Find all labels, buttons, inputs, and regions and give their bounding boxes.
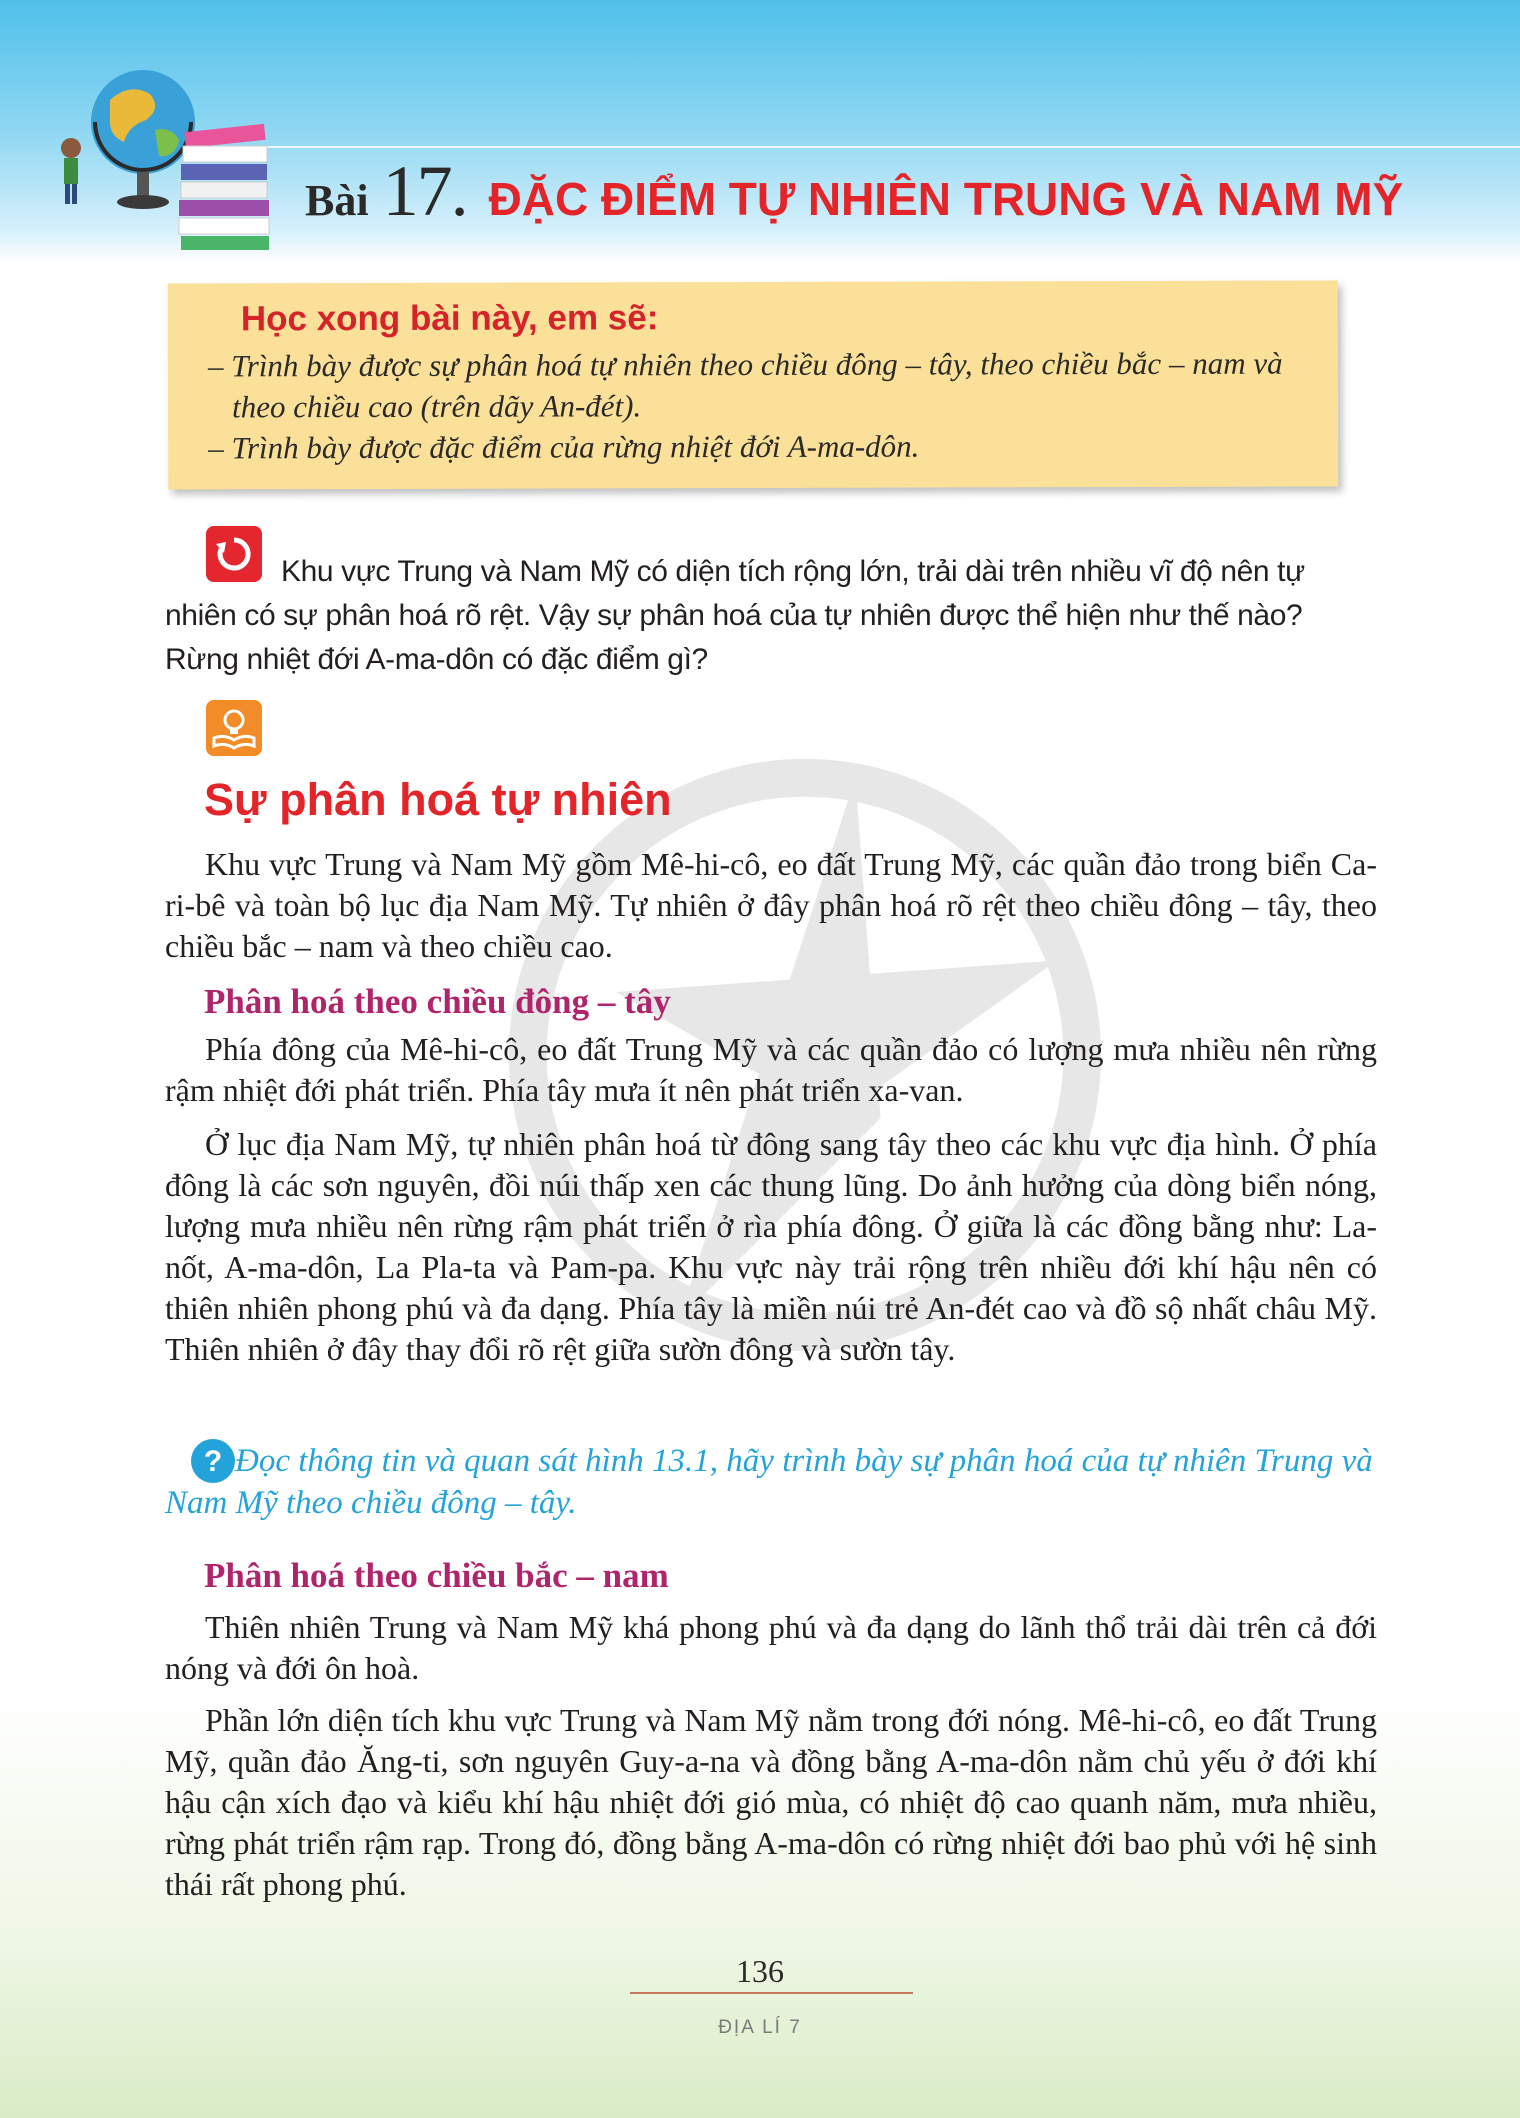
lesson-heading [305,150,1403,233]
lesson-word: Bài [305,176,369,225]
question-prompt: Đọc thông tin và quan sát hình 13.1, hãy trình bày sự phân hoá của tự nhiên Trung và Nam Mỹ theo chiều đông – tây. [165,1443,1373,1521]
page-number: 136 [736,1953,784,1989]
section-intro-paragraph: Khu vực Trung và Nam Mỹ gồm Mê-hi-cô, eo đất Trung Mỹ, các quần đảo trong biển Ca-ri-bê và toàn bộ lục địa Nam Mỹ. Tự nhiên ở đây phân hoá rõ rệt theo chiều đông – tây, theo chiều bắc – nam và theo chiều cao. [165,846,1377,964]
objective-item: – Trình bày được đặc điểm của rừng nhiệt đới A-ma-dôn. [208,428,920,466]
paragraph: Phần lớn diện tích khu vực Trung và Nam Mỹ nằm trong đới nóng. Mê-hi-cô, eo đất Trung Mỹ, quần đảo Ăng-ti, sơn nguyên Guy-a-na và đồng bằng A-ma-dôn nằm chủ yếu ở đới khí hậu cận xích đạo và kiểu khí hậu nhiệt đới gió mùa, có nhiệt độ cao quanh năm, mưa nhiều, rừng phát triển rậm rạp. Trong đó, đồng bằng A-ma-dôn có rừng nhiệt đới bao phủ với hệ sinh thái rất phong phú. [165,1702,1377,1902]
intro-text: Khu vực Trung và Nam Mỹ có diện tích rộng lớn, trải dài trên nhiều vĩ độ nên tự nhiên có sự phân hoá rõ rệt. Vậy sự phân hoá của tự nhiên được thể hiện như thế nào? Rừng nhiệt đới A-ma-dôn có đặc điểm gì? [165,555,1305,676]
paragraph: Ở lục địa Nam Mỹ, tự nhiên phân hoá từ đông sang tây theo các khu vực địa hình. Ở phía đông là các sơn nguyên, đồi núi thấp xen các thung lũng. Do ảnh hưởng của dòng biển nóng, lượng mưa nhiều nên rừng rậm phát triển ở rìa phía đông. Ở giữa là các đồng bằng như: La-nốt, A-ma-dôn, La Pla-ta và Pam-pa. Khu vực này trải rộng trên nhiều đới khí hậu nên có thiên nhiên phong phú và đa dạng. Phía tây là miền núi trẻ An-đét cao và đồ sộ nhất châu Mỹ. Thiên nhiên ở đây thay đổi rõ rệt giữa sườn đông và sườn tây. [165,1126,1377,1367]
objectives-title: Học xong bài này, em sẽ: [240,298,659,339]
paragraph: Phía đông của Mê-hi-cô, eo đất Trung Mỹ và các quần đảo có lượng mưa nhiều nên rừng rậm nhiệt đới phát triển. Phía tây mưa ít nên phát triển xa-van. [165,1031,1377,1108]
header-divider [250,146,1520,148]
objectives-list [208,343,1318,469]
subheading-north-south: Phân hoá theo chiều bắc – nam [204,1556,669,1595]
subject-label: ĐỊA LÍ 7 [718,2017,802,2038]
objectives-box [168,280,1339,489]
footer-divider [630,1992,913,1994]
objective-item: – Trình bày được sự phân hoá tự nhiên theo chiều đông – tây, theo chiều bắc – nam và theo chiều cao (trên dãy An-đét). [207,345,1283,425]
subheading-east-west: Phân hoá theo chiều đông – tây [204,982,671,1021]
section-title: Sự phân hoá tự nhiên [204,774,672,825]
lesson-number: 17. [382,151,467,231]
lightbulb-book-icon [206,700,262,756]
svg-text:?: ? [203,1445,223,1478]
globe-books-illustration [55,60,305,260]
paragraph: Thiên nhiên Trung và Nam Mỹ khá phong phú và đa dạng do lãnh thổ trải dài trên cả đới nóng và đới ôn hoà. [165,1609,1377,1686]
lesson-title: ĐẶC ĐIỂM TỰ NHIÊN TRUNG VÀ NAM MỸ [488,173,1404,225]
